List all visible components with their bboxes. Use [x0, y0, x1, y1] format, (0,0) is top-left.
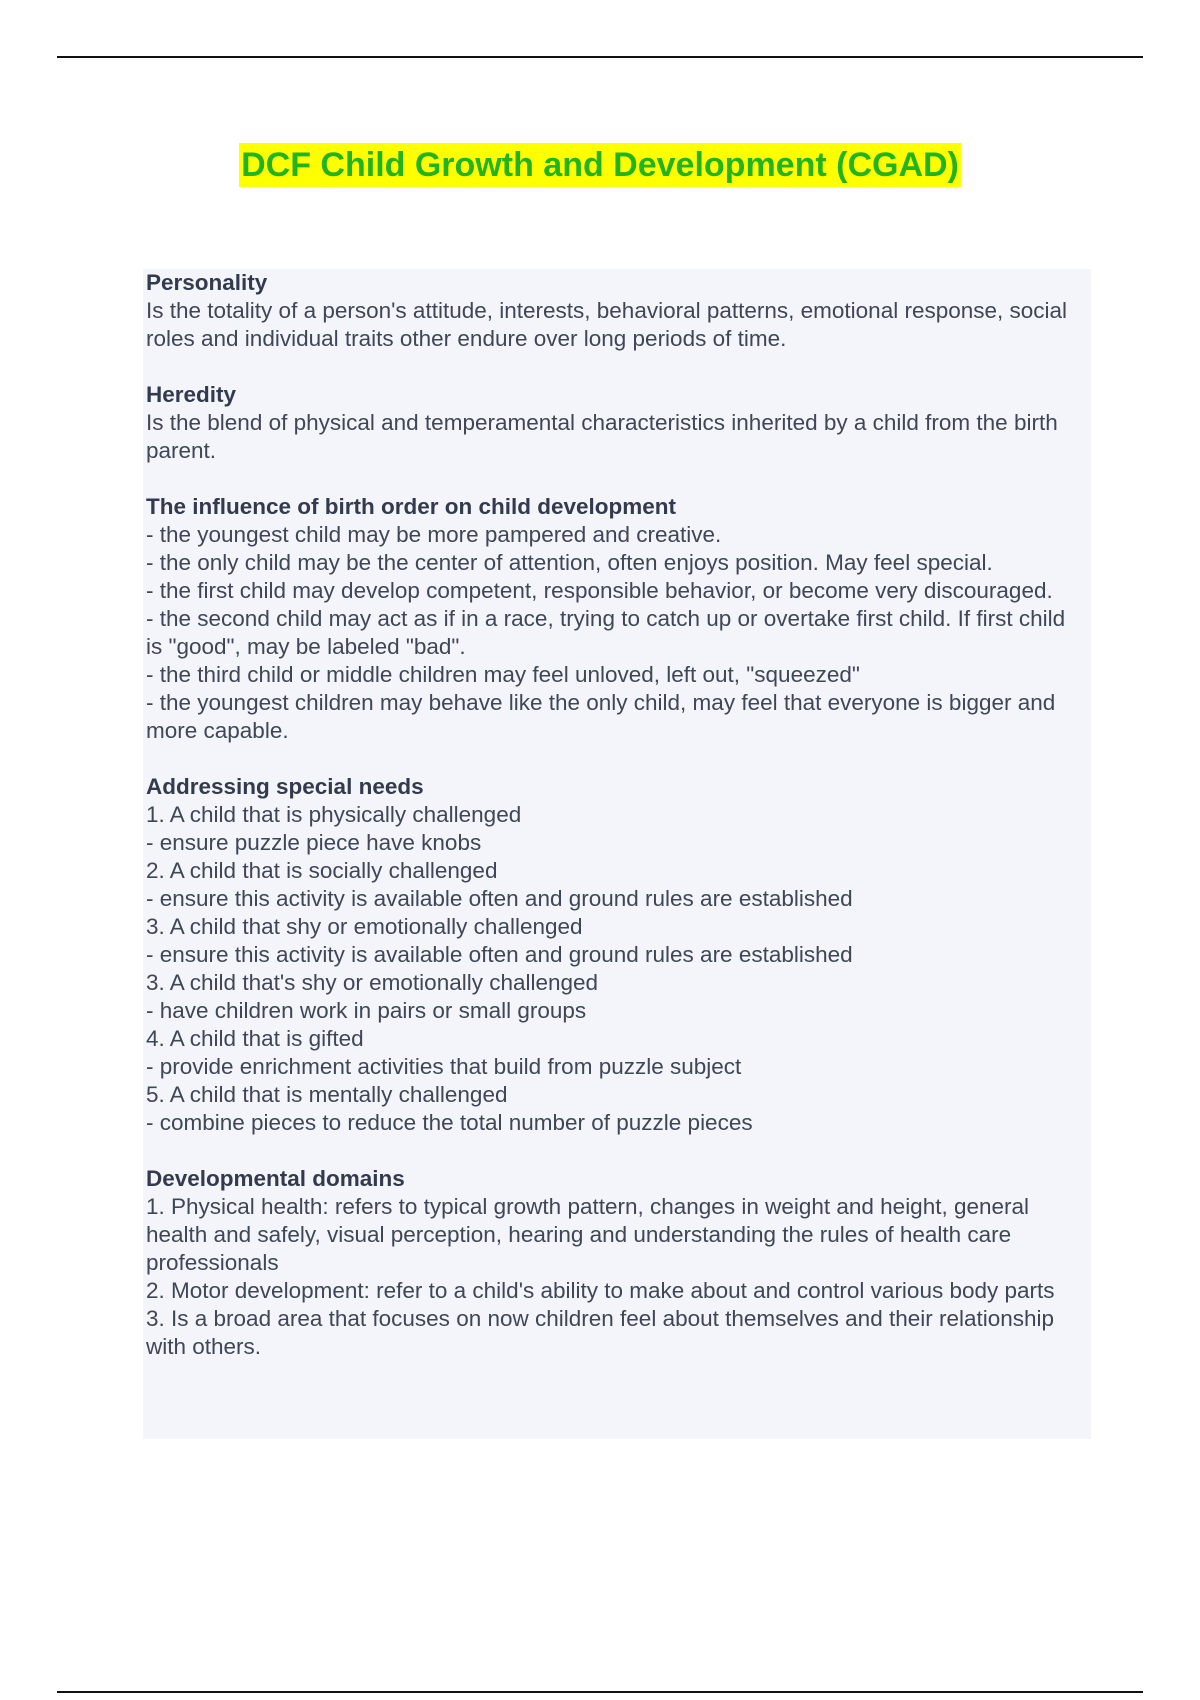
section-line: 3. A child that's shy or emotionally challenged [146, 970, 599, 995]
section-line: 3. Is a broad area that focuses on now children feel about themselves and their relationship with others. [146, 1306, 1055, 1359]
section-line: - the only child may be the center of attention, often enjoys position. May feel special. [146, 550, 993, 575]
section-line: 1. A child that is physically challenged [146, 802, 522, 827]
section-line: - the second child may act as if in a race, trying to catch up or overtake first child. If first child is "good", may be labeled "bad". [146, 606, 1066, 659]
section-line: - the youngest children may behave like the only child, may feel that everyone is bigger and more capable. [146, 690, 1056, 743]
page-title: DCF Child Growth and Development (CGAD) [239, 143, 961, 187]
section-special-needs [146, 773, 1091, 1137]
section-line: - have children work in pairs or small groups [146, 998, 587, 1023]
section-heading: Heredity [146, 382, 237, 407]
section-developmental-domains [146, 1165, 1091, 1361]
section-line: Is the blend of physical and temperamental characteristics inherited by a child from the birth parent. [146, 410, 1058, 463]
section-heading: Developmental domains [146, 1166, 405, 1191]
section-birth-order [146, 493, 1091, 745]
section-heading: Addressing special needs [146, 774, 424, 799]
section-line: 1. Physical health: refers to typical growth pattern, changes in weight and height, general health and safely, visual perception, hearing and understanding the rules of health care professionals [146, 1194, 1030, 1275]
bottom-divider [57, 1691, 1143, 1693]
section-line: 3. A child that shy or emotionally challenged [146, 914, 583, 939]
section-heredity [146, 381, 1091, 465]
section-line: 2. Motor development: refer to a child's ability to make about and control various body parts [146, 1278, 1055, 1303]
section-heading: Personality [146, 270, 268, 295]
content-card [143, 269, 1091, 1439]
section-line: - the third child or middle children may feel unloved, left out, "squeezed" [146, 662, 860, 687]
section-line: 2. A child that is socially challenged [146, 858, 498, 883]
section-line: 4. A child that is gifted [146, 1026, 364, 1051]
section-line: - ensure puzzle piece have knobs [146, 830, 482, 855]
section-line: - provide enrichment activities that build from puzzle subject [146, 1054, 742, 1079]
section-line: 5. A child that is mentally challenged [146, 1082, 508, 1107]
section-line: - the first child may develop competent, responsible behavior, or become very discouraged. [146, 578, 1053, 603]
section-line: - the youngest child may be more pampered and creative. [146, 522, 722, 547]
top-divider [57, 56, 1143, 58]
section-line: - ensure this activity is available often and ground rules are established [146, 942, 853, 967]
section-heading: The influence of birth order on child development [146, 494, 677, 519]
section-line: - combine pieces to reduce the total number of puzzle pieces [146, 1110, 753, 1135]
title-container [0, 143, 1200, 187]
section-line: Is the totality of a person's attitude, interests, behavioral patterns, emotional response, social roles and individual traits other endure over long periods of time. [146, 298, 1068, 351]
section-personality [146, 269, 1091, 353]
section-line: - ensure this activity is available often and ground rules are established [146, 886, 853, 911]
